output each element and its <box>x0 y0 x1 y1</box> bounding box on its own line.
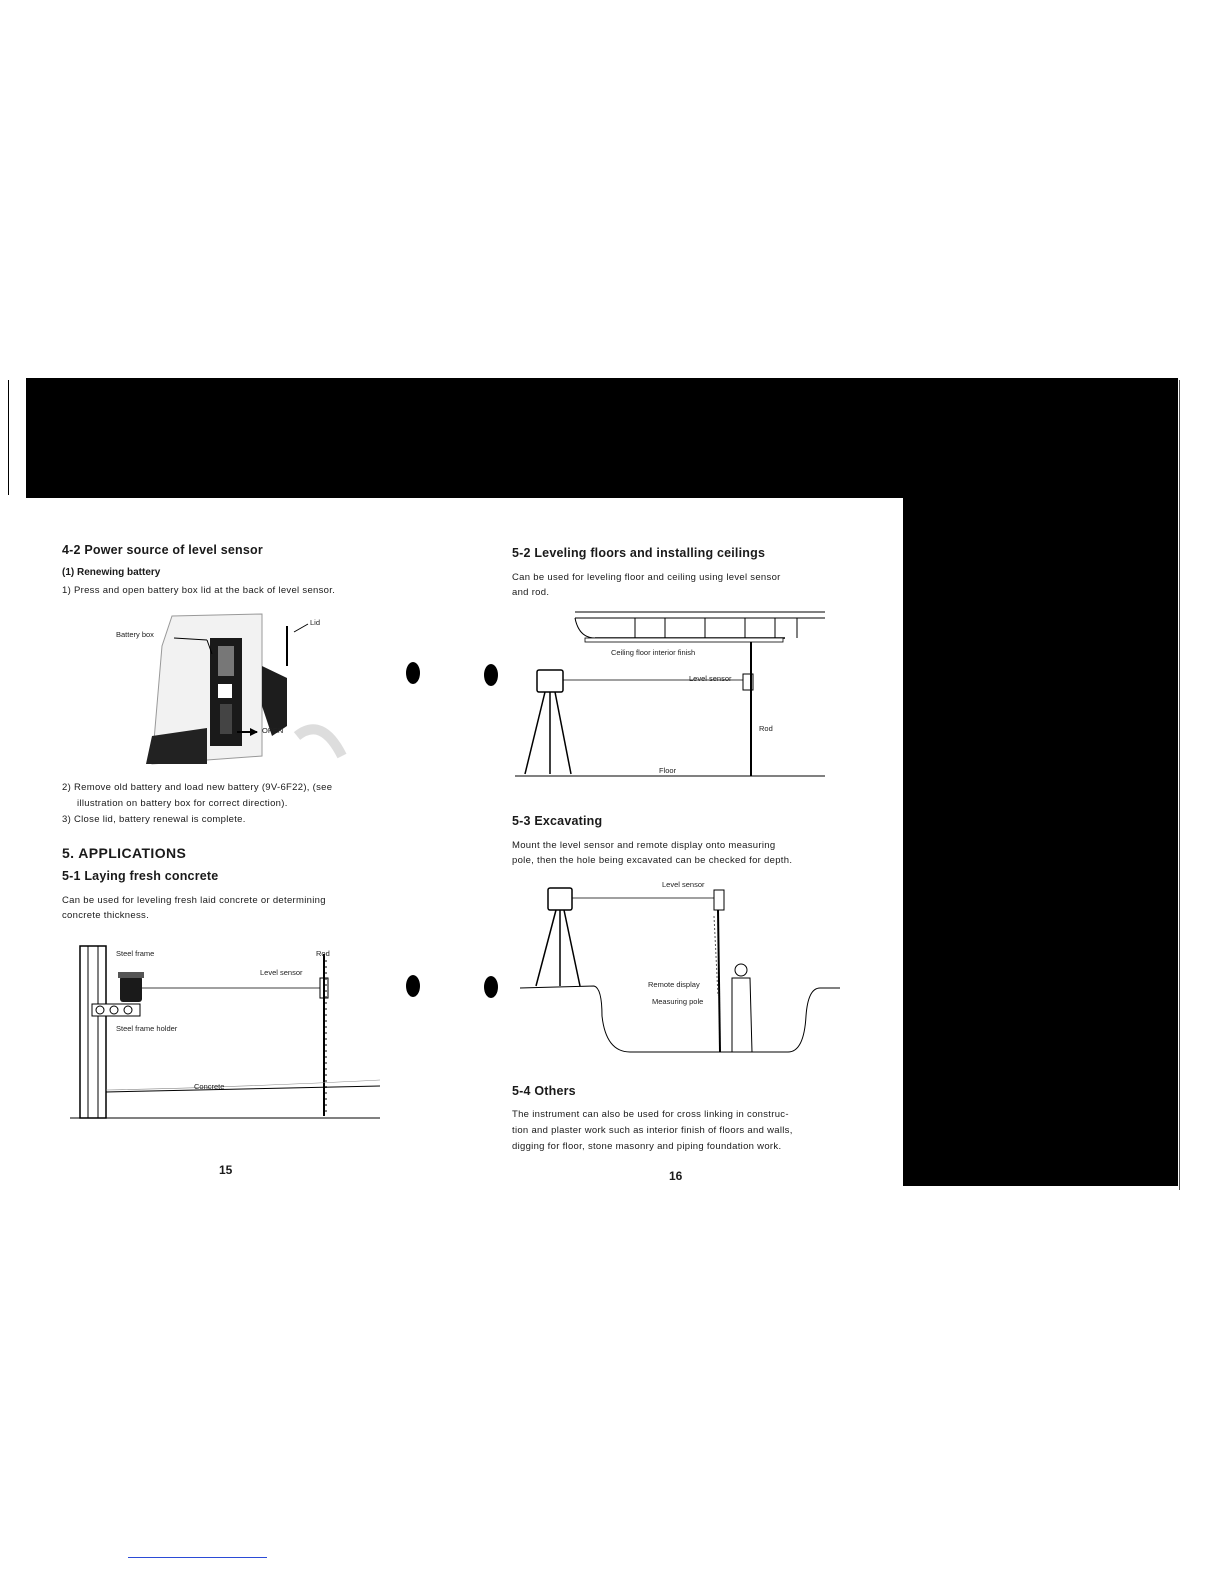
section-title-5-3: 5-3 Excavating <box>512 814 603 828</box>
punch-hole <box>406 975 420 997</box>
battery-figure <box>112 606 372 768</box>
remote-display-label: Remote display <box>648 980 700 989</box>
subsection-title: (1) Renewing battery <box>62 567 161 578</box>
right-edge-line <box>1179 380 1180 1190</box>
top-black-band <box>26 378 1178 498</box>
battery-box-label: Battery box <box>116 630 154 639</box>
s51-text-line-1: Can be used for leveling fresh laid concrete or determining <box>62 895 326 906</box>
rod-label: Rod <box>316 949 330 958</box>
step-2-line-1: 2) Remove old battery and load new battery (9V-6F22), (see <box>62 782 333 793</box>
s54-text-line-1: The instrument can also be used for cross linking in construc- <box>512 1109 789 1120</box>
section-title-applications: 5. APPLICATIONS <box>62 845 187 861</box>
step-1: 1) Press and open battery box lid at the back of level sensor. <box>62 585 336 596</box>
excavation-diagram <box>520 876 840 1062</box>
measuring-pole-label: Measuring pole <box>652 997 704 1006</box>
ceiling-label: Ceiling floor interior finish <box>611 648 696 657</box>
s53-text-line-1: Mount the level sensor and remote display onto measuring <box>512 840 776 851</box>
right-black-band <box>903 498 1178 1186</box>
section-title-5-2: 5-2 Leveling floors and installing ceilings <box>512 546 766 560</box>
s52-text-line-1: Can be used for leveling floor and ceiling using level sensor <box>512 572 781 583</box>
punch-hole <box>484 664 498 686</box>
concrete-label: Concrete <box>194 1082 225 1091</box>
steel-frame-label: Steel frame <box>116 949 155 958</box>
section-title-5-1: 5-1 Laying fresh concrete <box>62 869 219 883</box>
ceiling-floor-figure <box>515 606 835 788</box>
rod-label: Rod <box>759 724 773 733</box>
lid-label: Lid <box>310 618 321 627</box>
open-label: OPEN <box>262 726 284 735</box>
steel-frame-holder-label: Steel frame holder <box>116 1024 178 1033</box>
section-title-5-4: 5-4 Others <box>512 1084 576 1098</box>
left-edge-line <box>8 380 9 495</box>
level-sensor-label: Level sensor <box>689 674 732 683</box>
s54-text-line-3: digging for floor, stone masonry and piping foundation work. <box>512 1141 782 1152</box>
page-number-16: 16 <box>669 1169 683 1183</box>
level-sensor-label: Level sensor <box>260 968 303 977</box>
ceiling-floor-diagram <box>515 606 835 788</box>
s51-text-line-2: concrete thickness. <box>62 910 150 921</box>
concrete-diagram <box>70 940 390 1130</box>
punch-hole <box>484 976 498 998</box>
concrete-figure <box>70 940 390 1130</box>
excavation-figure <box>520 876 840 1062</box>
level-sensor-label: Level sensor <box>662 880 705 889</box>
s54-text-line-2: tion and plaster work such as interior finish of floors and walls, <box>512 1125 793 1136</box>
page-number-15: 15 <box>219 1163 233 1177</box>
bottom-rule <box>128 1557 267 1558</box>
s53-text-line-2: pole, then the hole being excavated can be checked for depth. <box>512 855 793 866</box>
step-2-line-2: illustration on battery box for correct direction). <box>77 798 288 809</box>
section-title-4-2: 4-2 Power source of level sensor <box>62 543 263 557</box>
step-3: 3) Close lid, battery renewal is complete. <box>62 814 246 825</box>
s52-text-line-2: and rod. <box>512 587 550 598</box>
punch-hole <box>406 662 420 684</box>
floor-label: Floor <box>659 766 677 775</box>
